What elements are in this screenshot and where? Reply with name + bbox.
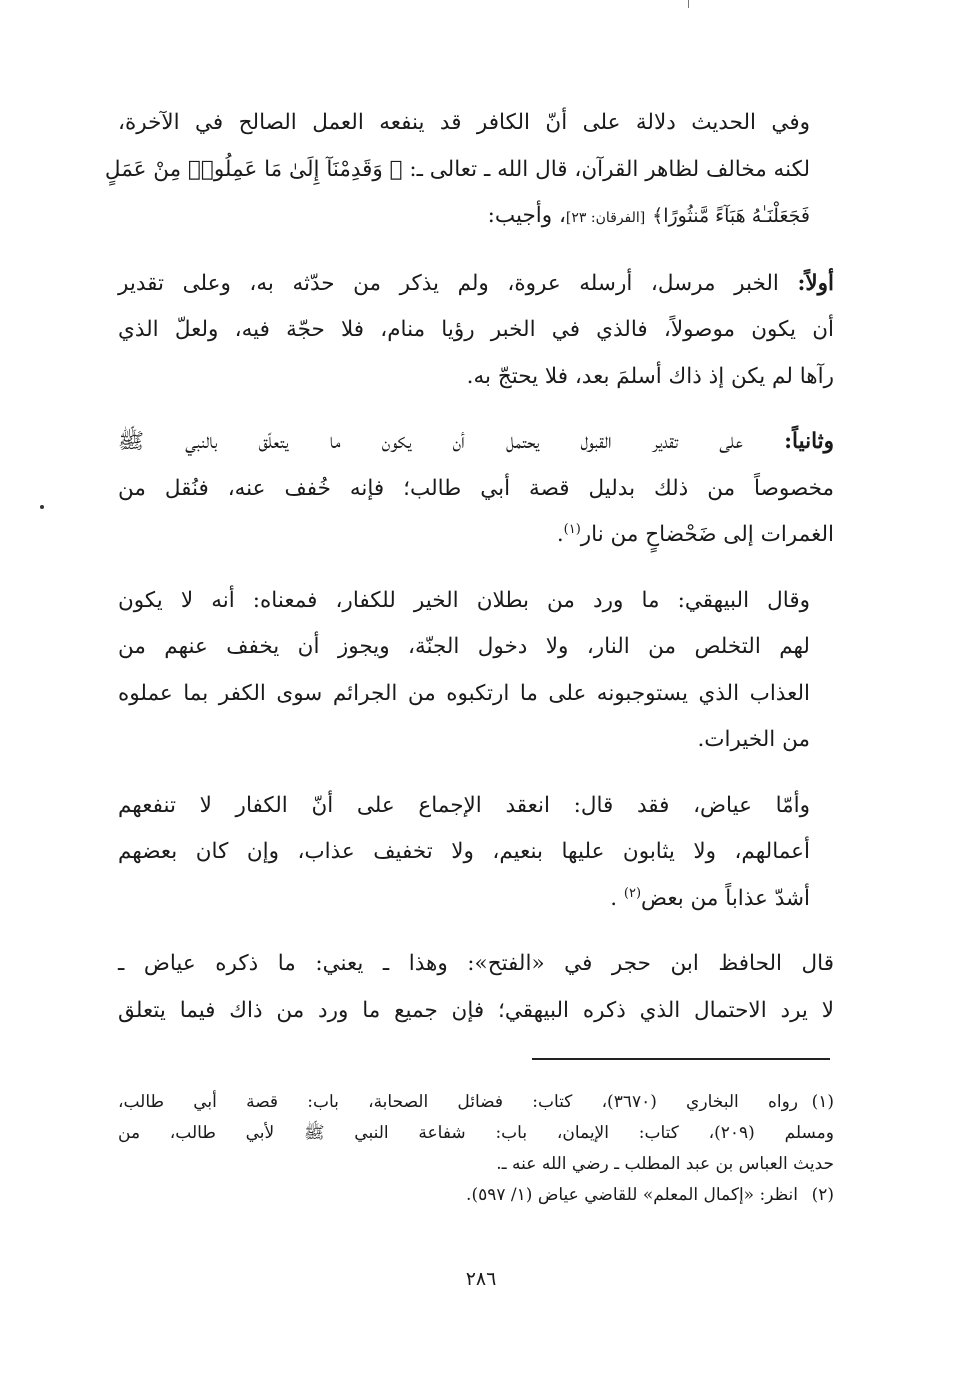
paragraph-text: ، وأجيب: — [487, 203, 566, 228]
footnote-line — [118, 1180, 834, 1211]
footnote-ref[interactable]: (١) — [563, 521, 581, 537]
paragraph-line: رآها لم يكن إذ ذاك أسلمَ بعد، فلا يحتجّ به. — [466, 363, 834, 389]
paragraph-line: لكنه مخالف لظاهر القرآن، قال الله ـ تعالى ـ: ﴿ وَقَدِمْنَآ إِلَىٰ مَا عَمِلُوا۟ مِنْ عَمَلٍ — [104, 156, 810, 182]
verse-citation: [الفرقان: ٢٣] — [565, 210, 646, 226]
paragraph-line: من الخيرات. — [697, 727, 810, 752]
paragraph-text: الخبر مرسل، أرسله عروة، ولم يذكر من حدّثه به، وعلى تقدير — [118, 270, 798, 296]
footnote-line — [118, 1087, 834, 1118]
paragraph-1 — [104, 100, 834, 242]
top-edge-mark — [688, 0, 689, 8]
paragraph-lead: وثانياً: — [784, 429, 834, 454]
footnote-number: (٢) — [811, 1185, 834, 1205]
paragraph-line: لا يرد الاحتمال الذي ذكره البيهقي؛ فإن جميع ما ورد من ذاك فيما يتعلق — [118, 997, 834, 1023]
footnote-1 — [118, 1087, 834, 1180]
quran-verse: فَجَعَلْنَـٰهُ هَبَآءً مَّنثُورًا﴾ — [652, 205, 810, 227]
paragraph-text: على تقدير القبول يحتمل أن يكون ما يتعلّق بالنبي ﷺ — [118, 429, 785, 454]
paragraph-text: . — [556, 522, 564, 547]
paragraph-line: قال الحافظ ابن حجر في «الفتح»: وهذا ـ يعني: ما ذكره عياض ـ — [118, 951, 834, 976]
margin-dot — [40, 505, 44, 509]
paragraph-3 — [118, 419, 834, 559]
footnote-2 — [118, 1180, 834, 1211]
paragraph-line — [118, 261, 834, 308]
footnote-text: رواه البخاري (٣٦٧٠)، كتاب: فضائل الصحابة، باب: قصة أبي طالب، — [118, 1092, 798, 1112]
page-body — [104, 100, 834, 1053]
paragraph-text: أشدّ عذاباً من بعض — [641, 885, 810, 911]
paragraph-line — [118, 512, 834, 559]
footnote-separator — [532, 1058, 830, 1060]
footnote-line: حديث العباس بن عبد المطلب ـ رضي الله عنه ـ. — [496, 1154, 834, 1174]
paragraph-line: أن يكون موصولاً، فالذي في الخبر رؤيا منام، فلا حجّة فيه، ولعلّ الذي — [118, 317, 834, 342]
page-number: ٢٨٦ — [465, 1268, 497, 1290]
paragraph-text: الغمرات إلى ضَحْضاحٍ من نار — [580, 522, 834, 547]
paragraph-line: وقال البيهقي: ما ورد من بطلان الخير للكفار، فمعناه: أنه لا يكون — [118, 587, 810, 613]
paragraph-line — [118, 876, 834, 923]
paragraph-lead: أولاً: — [797, 270, 834, 296]
footnote-ref[interactable]: (٢) — [623, 885, 642, 901]
footnotes — [118, 1087, 834, 1211]
footnote-text: انظر: «إكمال المعلم» للقاضي عياض (١/ ٥٩٧). — [466, 1185, 798, 1205]
paragraph-line: وأمّا عياض، فقد قال: انعقد الإجماع على أنّ الكفار لا تنفعهم — [118, 792, 810, 818]
footnote-line: ومسلم (٢٠٩)، كتاب: الإيمان، باب: شفاعة النبي ﷺ لأبي طالب، من — [118, 1123, 834, 1143]
paragraph-6 — [118, 941, 834, 1034]
footnote-number: (١) — [811, 1092, 834, 1112]
paragraph-line: لهم التخلص من النار، ولا دخول الجنّة، ويجوز أن يخفف عنهم من — [118, 634, 810, 659]
paragraph-line: وفي الحديث دلالة على أنّ الكافر قد ينفعه العمل الصالح في الآخرة، — [118, 110, 810, 135]
paragraph-text: . — [610, 885, 624, 911]
paragraph-4 — [118, 578, 834, 764]
paragraph-line — [118, 193, 834, 242]
paragraph-5 — [118, 783, 834, 923]
paragraph-line: العذاب الذي يستوجبونه على ما ارتكبوه من الجرائم سوى الكفر بما عملوه — [118, 680, 810, 706]
paragraph-line: مخصوصاً من ذلك بدليل قصة أبي طالب؛ فإنه خُفف عنه، فنُقل من — [118, 475, 834, 501]
paragraph-line — [118, 419, 834, 466]
paragraph-2 — [118, 261, 834, 401]
paragraph-line: أعمالهم، ولا يثابون عليها بنعيم، ولا تخفيف عذاب، وإن كان بعضهم — [118, 839, 810, 864]
